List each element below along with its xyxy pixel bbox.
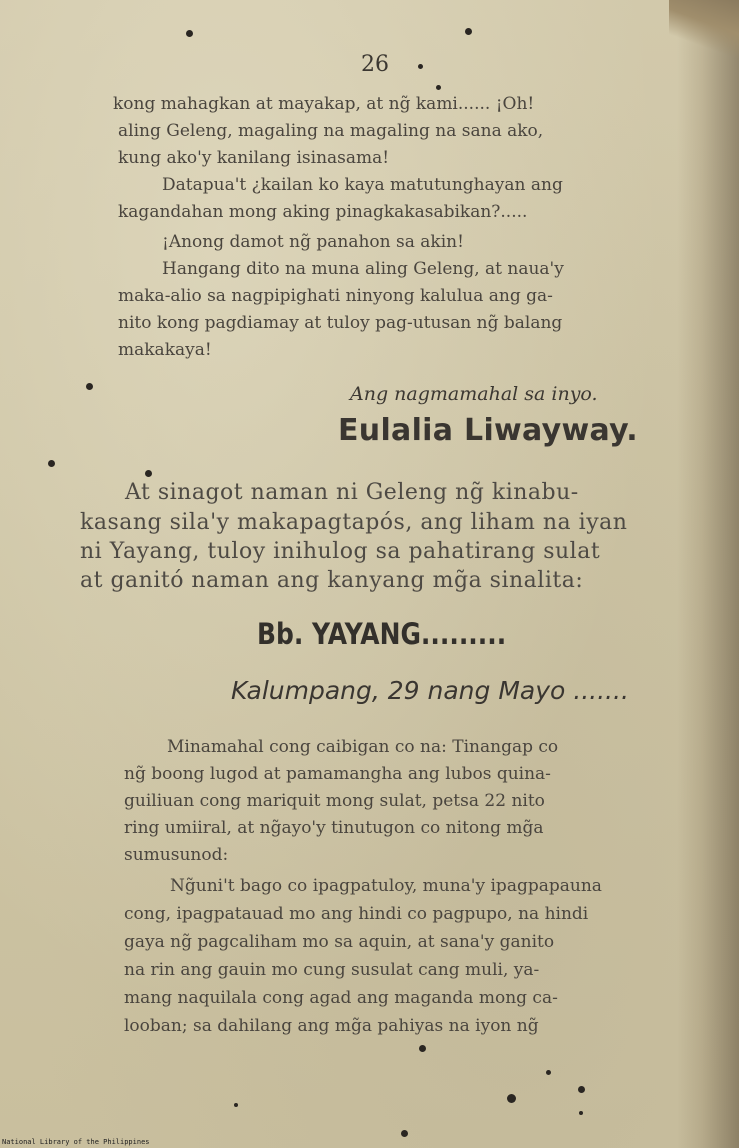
letter1-line: Datapua't ¿kailan ko kaya matutunghayan ang [162,175,563,195]
letter2-line: looban; sa dahilang ang mg̃a pahiyas na iyon ng̃ [124,1016,539,1036]
page-number: 26 [361,52,389,77]
letter2-line: Ng̃uni't bago co ipagpatuloy, muna'y ipagpapauna [170,876,602,896]
letter1-line: kong mahagkan at mayakap, at ng̃ kami...... ¡Oh! [113,94,535,114]
ink-speck [579,1111,583,1115]
letter2-line: mang naquilala cong agad ang maganda mong ca- [124,988,558,1008]
letter2-heading: Bb. YAYANG......... [257,617,507,651]
ink-speck [419,1045,426,1052]
narrative-line: at ganitó naman ang kanyang mg̃a sinalita: [80,568,584,593]
page-edge-shadow [677,0,739,1148]
narrative-line: ni Yayang, tuloy inihulog sa pahatirang sulat [80,539,601,564]
letter2-line: na rin ang gauin mo cung susulat cang muli, ya- [124,960,540,980]
ink-speck [145,470,152,477]
ink-speck [465,28,472,35]
letter2-line: sumusunod: [124,845,229,865]
letter1-closing: Ang nagmamahal sa inyo. [350,383,598,405]
narrative-line: kasang sila'y makapagtapós, ang liham na iyan [80,510,628,535]
ink-speck [546,1070,551,1075]
letter1-line: Hangang dito na muna aling Geleng, at naua'y [162,259,564,279]
letter1-line: ¡Anong damot ng̃ panahon sa akin! [162,232,464,252]
letter2-line: Minamahal cong caibigan co na: Tinangap co [167,737,559,757]
letter2-line: ring umiiral, at ng̃ayo'y tinutugon co nitong mg̃a [124,818,544,838]
ink-speck [436,85,441,90]
letter2-line: gaya ng̃ pagcaliham mo sa aquin, at sana'y ganito [124,932,555,952]
letter2-place-date: Kalumpang, 29 nang Mayo ....... [231,676,629,705]
ink-speck [86,383,93,390]
ink-speck [578,1086,585,1093]
letter1-line: kagandahan mong aking pinagkakasabikan?..... [118,202,528,222]
letter1-line: makakaya! [118,340,212,360]
letter2-line: guiliuan cong mariquit mong sulat, petsa 22 nito [124,791,545,811]
letter1-signature: Eulalia Liwayway. [338,413,638,448]
footer-credit: National Library of the Philippines [2,1138,150,1146]
narrative-line: At sinagot naman ni Geleng ng̃ kinabu- [125,480,579,505]
ink-speck [234,1103,238,1107]
ink-speck [418,64,423,69]
torn-corner [669,0,739,60]
letter1-line: aling Geleng, magaling na magaling na sana ako, [118,121,544,141]
ink-speck [186,30,193,37]
ink-speck [507,1094,516,1103]
ink-speck [401,1130,408,1137]
letter1-line: kung ako'y kanilang isinasama! [118,148,390,168]
letter1-line: nito kong pagdiamay at tuloy pag-utusan ng̃ balang [118,313,563,333]
ink-speck [48,460,55,467]
letter2-line: ng̃ boong lugod at pamamangha ang lubos quina- [124,764,551,784]
letter1-line: maka-alio sa nagpipighati ninyong kalulua ang ga- [118,286,553,306]
letter2-line: cong, ipagpatauad mo ang hindi co pagpupo, na hindi [124,904,589,924]
